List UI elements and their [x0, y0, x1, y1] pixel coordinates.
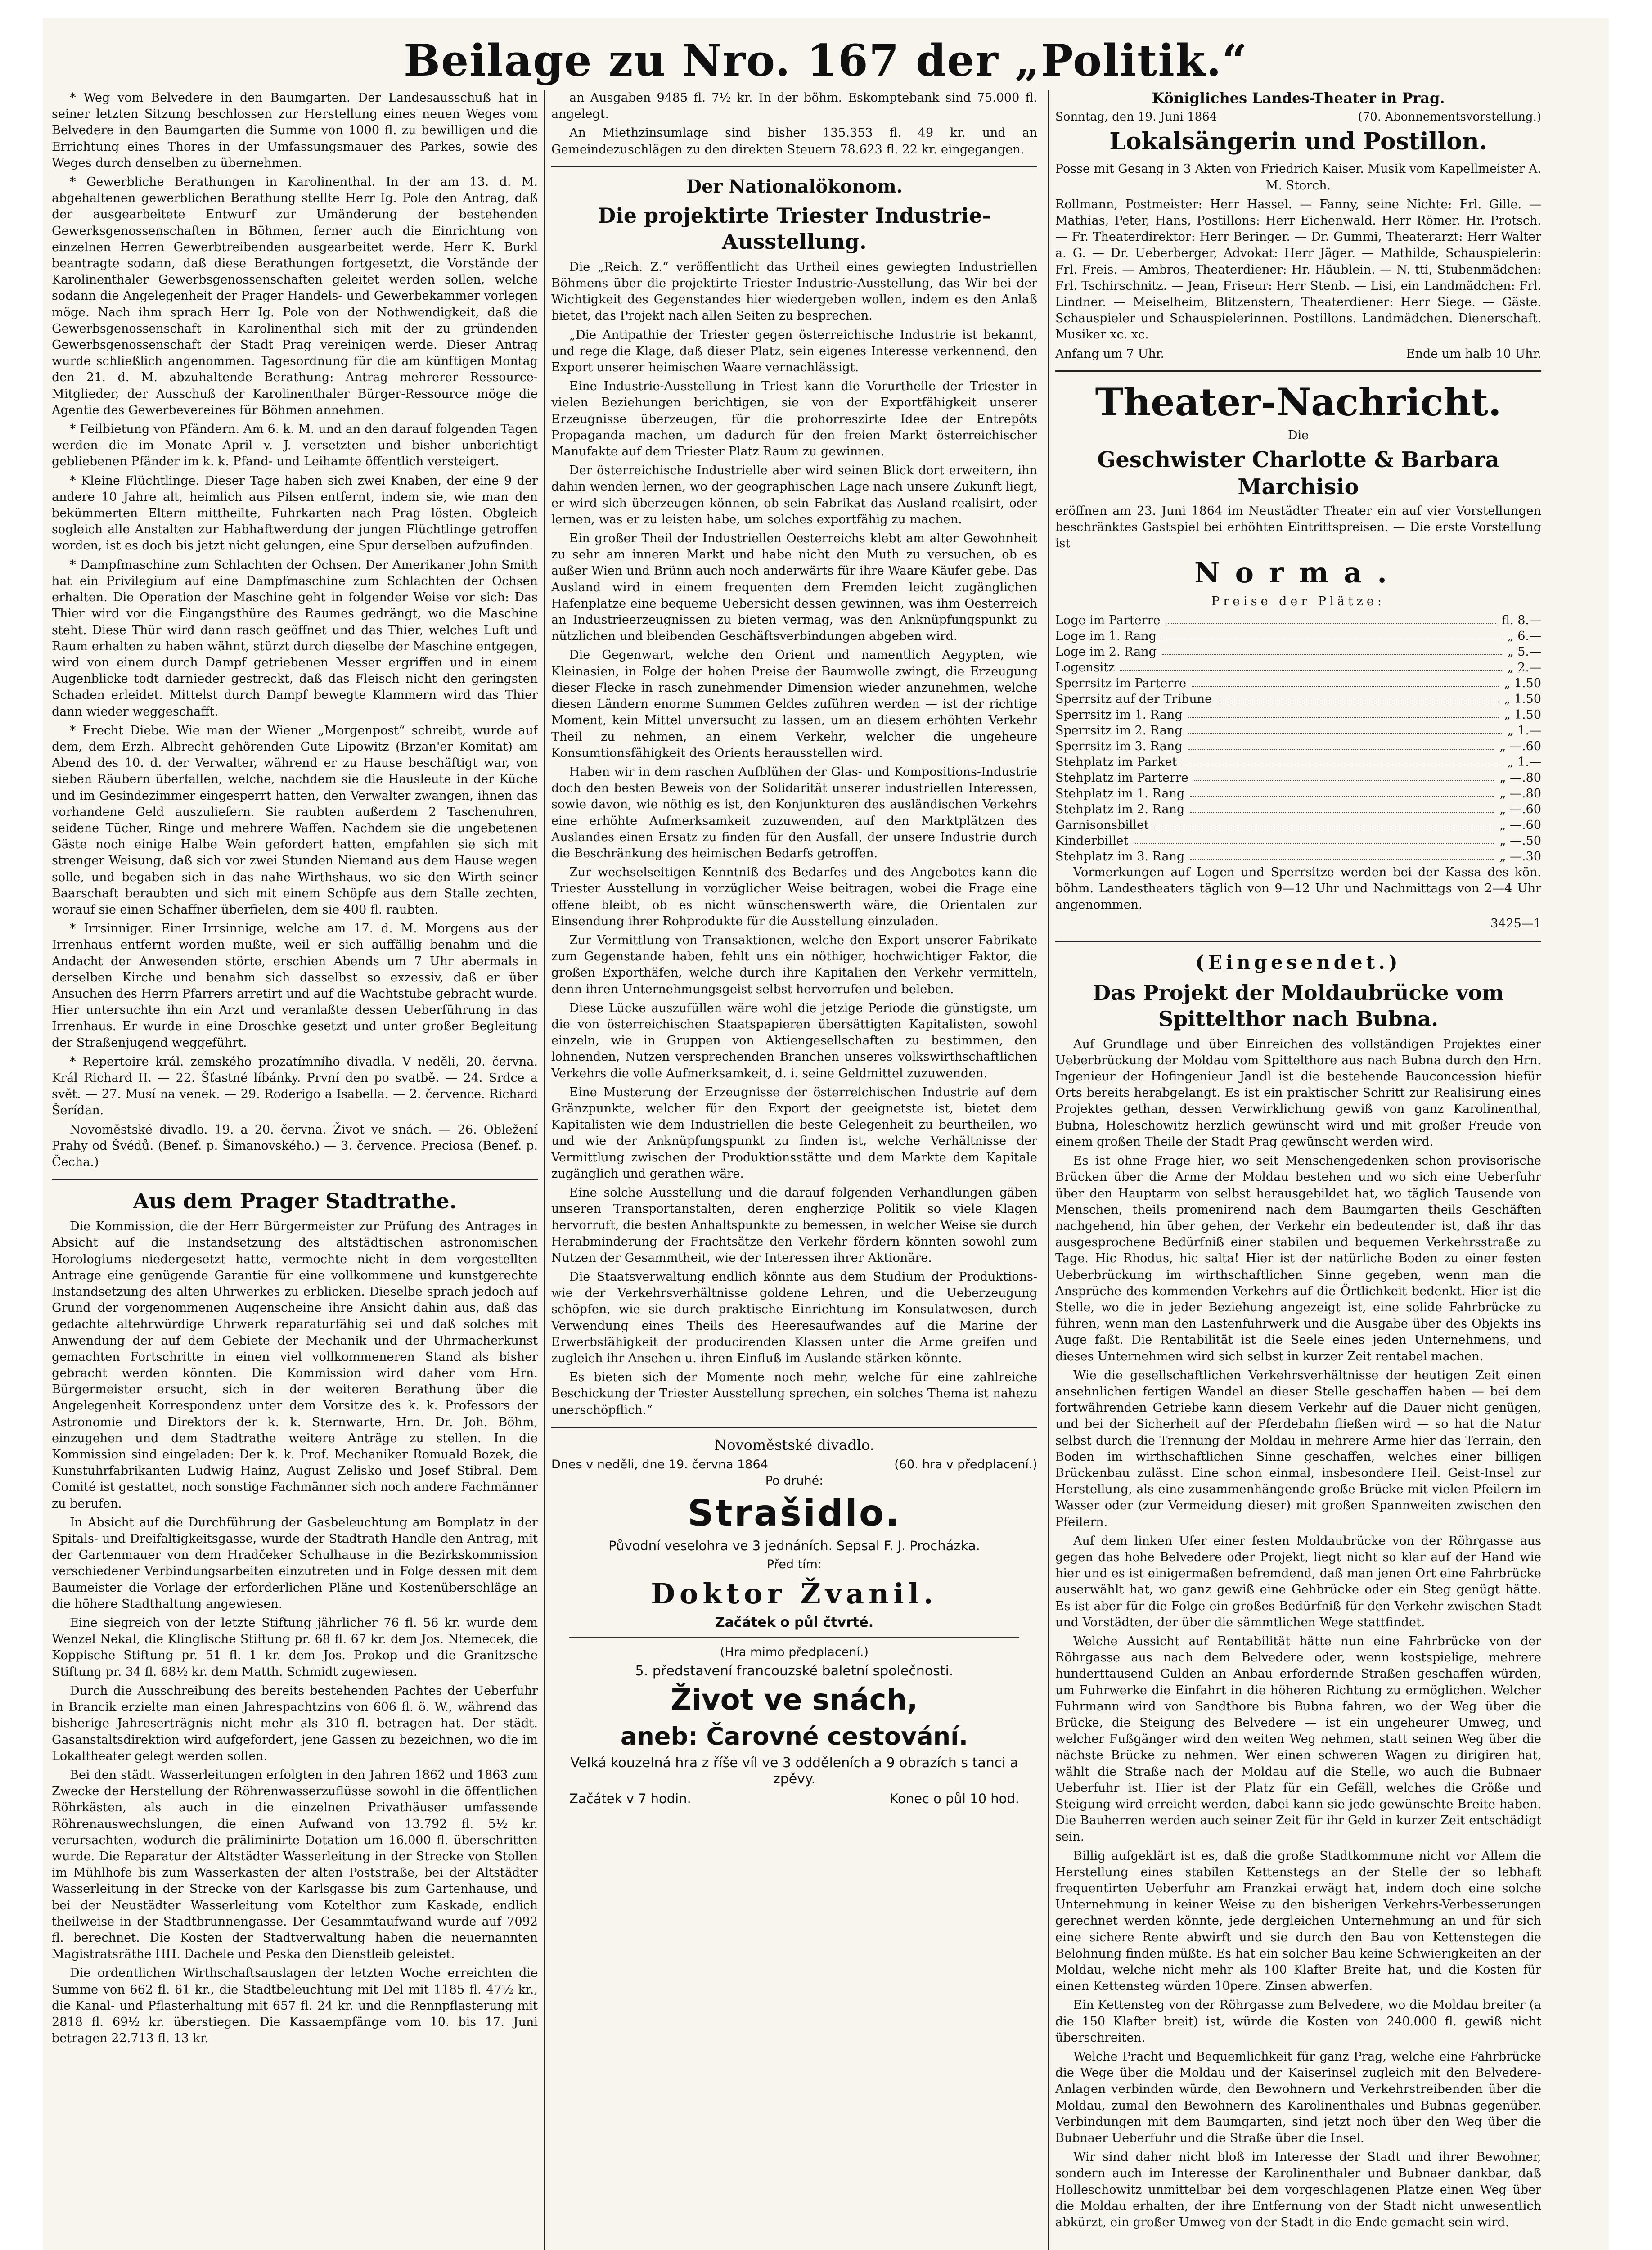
paragraph: Der österreichische Industrielle aber wird seinen Blick dort erweitern, ihn dahin wenden lernen, wo der geographischen Lage nach unsere Zukunft liegt, er wird sich überzeugen können, ob sein Fabrikat das Ausland realisirt, oder lernen, was er zu leisten habe, um solches exportfähig zu machen.	[551, 464, 1037, 526]
price-value: „ 2.—	[1507, 660, 1541, 675]
norma-title: Norma.	[1194, 556, 1403, 589]
paragraph: Die Staatsverwaltung endlich könnte aus dem Studium der Produktions- wie der Verkehrsverhältnisse goldene Lehren, und die Ueberzeugung schöpfen, wie sie durch praktische Einrichtung im Konsulatwesen, durch Verwendung eines Theils des Heeresaufwandes auf die Marine der Erwerbsfähigkeit der producirenden Klassen unter die Arme greifen und zugleich ihr Ansehen u. ihren Einfluß im Auslande stärken könnte.	[551, 1270, 1037, 1366]
price-row	[1055, 691, 1541, 707]
price-label: Sperrsitz im 1. Rang	[1055, 707, 1183, 722]
landestheater-start: Anfang um 7 Uhr.	[1055, 346, 1165, 361]
paragraph: An Miethzinsumlage sind bisher 135.353 fl. 49 kr. und an Gemeindezuschlägen zu den direkten Steuern 78.623 fl. 22 kr. eingegangen.	[551, 126, 1037, 157]
paragraph: * Frecht Diebe. Wie man der Wiener „Morgenpost“ schreibt, wurde auf dem, dem Erzh. Albrecht gehörenden Gute Lipowitz (Brzan'er Komitat) am Abend des 10. d. der Verwalter, während er zu Hause beschäftigt war, von sieben Räubern überfallen, welche, nachdem sie die Hausleute in der Küche und im Gesindezimmer eingesperrt hatten, den Verwalter zwangen, ihnen das vorhandene Geld auszuliefern. Sie raubten außerdem 2 Taschenuhren, seidene Tücher, Ringe und mehrere Waffen. Nachdem sie die ungebetenen Gäste noch einige Halbe Wein gefordert hatten, empfahlen sie sich mit strenger Weisung, daß sich vor zwei Stunden Niemand aus dem Hause wegen solle, und begaben sich in das nahe Wirthshaus, wo sie den Wirth seiner Baarschaft beraubten und sich mit einem Schöpfe aus dem Stalle zechten, worauf sie einen Schaffner überfielen, dem sie 400 fl. raubten.	[52, 723, 538, 917]
price-row	[1055, 754, 1541, 770]
price-label: Loge im 2. Rang	[1055, 644, 1157, 659]
paragraph: Bei den städt. Wasserleitungen erfolgten in den Jahren 1862 und 1863 zum Zwecke der Herstellung der Röhrenwasserzuflüsse sowohl in die öffentlichen Röhrkästen, als auch in die einzelnen Privathäuser umfassende Röhrenauswechslungen, die einen Aufwand von 13.792 fl. 5½ kr. verursachten, wodurch die präliminirte Dotation um 16.000 fl. überschritten wurde. Die Reparatur der Altstädter Wasserleitung in der Strecke von Stollen im Mühlhofe bis zum Wasserkasten der alten Poststraße, bei der Altstädter Wasserleitung in der Strecke von der Karlsgasse bis zum Gartenhause, und bei der Neustädter Wasserleitung vom Kotelthor zum Kaskade, endlich theilweise in der Stadtbrunnengasse. Der Gesammtaufwand wurde auf 7092 fl. berechnet. Die Kosten der Stadtverwaltung haben die neuernannten Magistratsräthe HH. Dachele und Peska den Dienstleib geleistet.	[52, 1768, 538, 1962]
leader-dots	[1120, 660, 1502, 671]
column-rule	[1048, 90, 1049, 2250]
ad-start: Začátek v 7 hodin.	[569, 1791, 691, 1806]
leader-dots	[1154, 817, 1494, 828]
leader-dots	[1162, 628, 1502, 639]
ad-play-zivot: Život ve snách,	[671, 1683, 918, 1717]
price-row	[1055, 738, 1541, 754]
leader-dots	[1190, 786, 1494, 797]
section-heading-nationaloekonom: Der Nationalökonom.	[686, 176, 903, 197]
paragraph: * Irrsinniger. Einer Irrsinnige, welche am 17. d. M. Morgens aus der Irrenhaus entfernt worden mußte, weil er sich auffällig benahm und die Andacht der Anwesenden störte, erschien Abends um 7 Uhr abermals in derselben Kirche und benahm sich dasselbst so exzessiv, daß er über Ansuchen des Herrn Pfarrers arretirt und auf die Wachtstube gebracht wurde. Hier untersuchte ihn ein Arzt und veranlaßte dessen Ueberführung in das Irrenhaus. Er wurde in eine Droschke gesetzt und unter großer Begleitung der Straßenjugend weggeführt.	[52, 922, 538, 1050]
theater-nachricht-heading: Theater-Nachricht.	[1095, 379, 1502, 424]
paragraph: Die „Reich. Z.“ veröffentlicht das Urtheil eines gewiegten Industriellen Böhmens über die projektirte Triester Industrie-Ausstellung, das Wir bei der Wichtigkeit des Gegenstandes hier wiedergeben wollen, indem es den Anlaß bietet, das Projekt nach allen Seiten zu besprechen.	[551, 260, 1037, 323]
price-row	[1055, 801, 1541, 817]
ad-date-row	[551, 1457, 1037, 1473]
price-label: Stehplatz im 1. Rang	[1055, 786, 1185, 801]
price-value: „ —.80	[1499, 770, 1541, 785]
paragraph: Wie die gesellschaftlichen Verkehrsverhältnisse der heutigen Zeit einen ansehnlichen fertigen Wandel an dieser Stelle geschaffen haben — bei dem fortwährenden Getriebe kann diesem Verkehr auf die Dauer nicht genügen, und bei der Sicherheit auf der Pferdebahn fließen wird — so hat die Natur selbst durch die Trennung der Moldau in mehrere Arme hier das Terrain, den Boden im wirthschaftlichen Sinne geschaffen, welches einer billigen Brückenbau zulässt. Eine schon einmal, insbesondere Heil. Geist-Insel zur Herstellung, als eine zusammenhängende große Brücke mit vielen Pfeilern im Wasser oder (zur Vermeidung dieser) mit großen Spannweiten zwischen den Pfeilern.	[1055, 1368, 1541, 1529]
paragraph: Auf Grundlage und über Einreichen des vollständigen Projektes einer Ueberbrückung der Moldau vom Spittelthore aus nach Bubna durch den Hrn. Ingenieur der Hofingenieur Jandl ist die bestehende Bauconcession hiefür Orts bereits herabgelangt. Es ist ein praktischer Schritt zur Realisirung eines Projektes gethan, dessen Verwirklichung gewiß von ganz Karolinenthal, Bubna, Holeschowitz herzlich gewünscht wird und mit großer Freude von einem großen Theile der Stadt Prag gewünscht werden wird.	[1055, 1037, 1541, 1149]
price-label: Stehplatz im 3. Rang	[1055, 849, 1185, 864]
paragraph: Es ist ohne Frage hier, wo seit Menschengedenken schon provisorische Brücken über die Arme der Moldau bestehen und wo sich eine Ueberfuhr über den Hauptarm von selbst herausgebildet hat, wo täglich Tausende von Menschen, theils promenirend nach dem Baumgarten theils Geschäften nachgehend, hin über gehen, der Verkehr ein bedeutender ist, daß ihr das ausgesprochene Bedürfniß einer stabilen und bequemen Verkehrsstraße zu Tage. Hic Rhodus, hic salta! Hier ist der natürliche Boden zu einer festen Ueberbrückung im wirthschaftlichen Sinne gegeben, wenn man die Ansprüche des kommenden Verkehrs auf die Örtlichkeit bedenkt. Hier ist die Stelle, wo die in jeder Beziehung angezeigt ist, eine solide Fahrbrücke zu führen, wenn man den Lastenfuhrwerk und die Ausgabe über des Objekts ins Auge faßt. Die Rentabilität ist die Seele eines jeden Unternehmens, und dieses Unternehmen wird sich selbst in kurzer Zeit rentabel machen.	[1055, 1154, 1541, 1364]
paragraph: Zur Vermittlung von Transaktionen, welche den Export unserer Fabrikate zum Gegenstande haben, fehlt uns ein nöthiger, hochwichtiger Faktor, die großen Exporthäfen, welche durch ihre Kapitalien den Verkehr vermitteln, denn ihren Unternehmungsgeist selbst hervorrufen und beleben.	[551, 933, 1037, 996]
price-label: Logensitz	[1055, 660, 1115, 675]
price-label: Stehplatz im Parterre	[1055, 770, 1188, 785]
paragraph: Auf dem linken Ufer einer festen Moldaubrücke von der Röhrgasse aus gegen das hohe Belvedere oder Projekt, liegt nicht so klar auf der Hand wie hier und es ist einigermaßen befremdend, daß man jenen Ort eine Fahrbrücke auserwählt hat, wo ganz gewiß eine Gehbrücke oder ein Steg genügt hätte. Es ist aber für die Folge ein großes Bedürfniß für den Verkehr zwischen Stadt und Vorstädten, der über die sämmtlichen Wege stattfindet.	[1055, 1534, 1541, 1629]
leader-dots	[1192, 675, 1499, 687]
leader-dots	[1188, 707, 1499, 718]
price-value: „ 1.50	[1504, 707, 1541, 722]
paragraph: * Feilbietung von Pfändern. Am 6. k. M. und an den darauf folgenden Tagen werden die im Monate April v. J. versetzten und bisher unberichtigt gebliebenen Pfänder im k. k. Pfand- und Leihamte öffentlich versteigert.	[52, 422, 538, 469]
landestheater-end: Ende um halb 10 Uhr.	[1406, 346, 1541, 361]
ad-play-zivot-desc: Velká kouzelná hra z říše víl ve 3 odděleních a 9 obrazích s tanci a zpěvy.	[570, 1755, 1018, 1787]
price-value: „ —.60	[1499, 802, 1541, 816]
ad-po-druhe: Po druhé:	[765, 1474, 824, 1488]
paragraph: Die ordentlichen Wirthschaftsauslagen der letzten Woche erreichten die Summe von 662 fl. 61 kr., die Stadtbeleuchtung mit Del mit 1185 fl. 47½ kr., die Kanal- und Pflasterhaltung mit 657 fl. 24 kr. und die Rennpflasterung mit 2818 fl. 69½ kr. überstiegen. Die Kassaempfänge vom 10. bis 17. Juni betragen 22.713 fl. 13 kr.	[52, 1966, 538, 2046]
price-row	[1055, 644, 1541, 660]
price-label: Sperrsitz auf der Tribune	[1055, 692, 1212, 706]
price-value: „ —.80	[1499, 786, 1541, 801]
paragraph: Eine Industrie-Ausstellung in Triest kann die Vorurtheile der Triester in vielen Beziehungen berichtigen, sie von der Exportfähigkeit unserer Erzeugnisse überzeugen, für die prohorreszirte Idee der Entrepôts Propaganda machen, um dadurch für den freien Markt österreichischer Manufakte auf dem Triester Platz Raum zu gewinnen.	[551, 379, 1037, 459]
paragraph: * Kleine Flüchtlinge. Dieser Tage haben sich zwei Knaben, der eine 9 der andere 10 Jahre alt, heimlich aus Pilsen entfernt, indem sie, wie man den bekümmerten Eltern mittheilte, Fuhrkarten nach Prag lösten. Obgleich sogleich alle Anstalten zur Habhaftwerdung der jungen Flüchtlinge getroffen worden, ist es doch bis jetzt nicht gelungen, eine Spur derselben aufzufinden.	[52, 473, 538, 553]
landestheater-date-row	[1055, 109, 1541, 125]
paragraph: Welche Aussicht auf Rentabilität hätte nun eine Fahrbrücke von der Röhrgasse aus nach dem Belvedere oder, wenn kostspielige, mehrere hunderttausend Gulden an Anbau erfordernde Straßen geschaffen würden, um Fuhrwerke die Einfahrt in die höheren Richtung zu ermöglichen. Welcher Fuhrmann wird von Sandthore bis Bubna fahren, wo der Weg über die Brücke, die Steigung des Belvedere — ist ein ungeheurer Umweg, und welcher Fußgänger wird den weiten Weg nehmen, statt seinen Weg über die nächste Brücke zu nehmen. Wer einen schweren Wagen zu dirigiren hat, wählt die Straße nach der Moldau auf die Stelle, wo auch die Bubnaer Ueberfuhr ist. Hier ist der Platz für ein Gefäll, welches die Größe und Steigung wird erreicht werden, dabei kann sie jede gewünschte Breite haben. Die Bauherren werden auch seiner Zeit für ihr Geld in kurzer Zeit entschädigt sein.	[1055, 1634, 1541, 1844]
marchisio-sisters: Geschwister Charlotte & Barbara Marchisio	[1097, 447, 1499, 500]
stadtrath-article	[52, 1219, 538, 2047]
price-row	[1055, 723, 1541, 738]
section-heading-stadtrath: Aus dem Prager Stadtrathe.	[133, 1189, 457, 1214]
local-news-list	[52, 90, 538, 1170]
leader-dots	[1190, 801, 1494, 813]
ad-subscription: (60. hra v předplacení.)	[894, 1457, 1037, 1472]
price-label: Loge im 1. Rang	[1055, 629, 1157, 643]
landestheater-play-desc: Posse mit Gesang in 3 Akten von Friedrich Kaiser. Musik vom Kapellmeister A. M. Storch.	[1055, 162, 1541, 193]
paragraph: Billig aufgeklärt ist es, daß die große Stadtkommune nicht vor Allem die Herstellung eines stabilen Kettenstegs an der Stelle der so lebhaft frequentirten Ueberfuhr am Franzkai erwägt hat, indem doch eine solche Unternehmung in keiner Weise zu den bisherigen Verkehrs-Verbesserungen gerechnet werden könnte, jede dergleichen Unternehmung an und für sich eine sichere Rente abwirft und sie durch den Bau von Kettenstegen die Belohnung finden müßte. Es hat ein solcher Bau keine Schwierigkeiten an der Moldau, welche nicht mehr als 100 Klafter Breite hat, und die Kosten für einen Kettensteg würden 10pere. Zinsen abwerfen.	[1055, 1849, 1541, 1994]
paragraph: Eine siegreich von der letzte Stiftung jährlicher 76 fl. 56 kr. wurde dem Wenzel Nekal, die Klinglische Stiftung pr. 68 fl. 67 kr. dem Jos. Ntemecek, die Koppische Stiftung pr. 51 fl. 1 kr. dem Jos. Prokop und die Granitzsche Stiftung pr. 34 fl. 68½ kr. dem Matth. Schmidt zugewiesen.	[52, 1616, 538, 1679]
price-value: „ —.60	[1499, 818, 1541, 832]
landestheater-cast: Rollmann, Postmeister: Herr Hassel. — Fanny, seine Nichte: Frl. Gille. — Mathias, Peter, Hans, Postillons: Herr Eichenwald. Herr Römer. Hr. Protsch. — Fr. Theaterdirektor: Herr Beringer. — Dr. Gummi, Theaterarzt: Herr Walter a. G. — Dr. Ueberberger, Advokat: Herr Jäger. — Mathilde, Schauspielerin: Frl. Freis. — Ambros, Theaterdiener: Hr. Häublein. — N. tti, Stubenmädchen: Frl. Tschirschnitz. — Jean, Friseur: Herr Stenb. — Lisi, ein Landmädchen: Frl. Lindner. — Meiselheim, Blitzenstern, Theaterdiener: Herr Siege. — Gäste. Schauspieler und Schauspielerinnen. Postillons. Landmädchen. Dienerschaft. Musiker xc. xc.	[1055, 197, 1541, 342]
paragraph: Ein Kettensteg von der Röhrgasse zum Belvedere, wo die Moldau breiter (a die 150 Klafter breit) ist, würde die Kosten von 240.000 fl. gewiß nicht überschreiten.	[1055, 1998, 1541, 2045]
masthead-title: Beilage zu Nro. 167 der „Politik.“	[403, 35, 1248, 86]
leader-dots	[1182, 754, 1502, 765]
ad-theatre-title: Novoměstské divadlo.	[714, 1436, 874, 1454]
ad-play-doktor: Doktor Žvanil.	[651, 1577, 938, 1610]
paragraph: „Die Antipathie der Triester gegen österreichische Industrie ist bekannt, und rege die Klage, daß dieser Platz, sein eigenes Interesse verkennend, den Export unserer heimischen Waare vernachlässigt.	[551, 328, 1037, 375]
price-value: „ 5.—	[1507, 644, 1541, 659]
ad-start-early: Začátek o půl čtvrté.	[715, 1614, 874, 1630]
landestheater-play: Lokalsängerin und Postillon.	[1109, 128, 1487, 156]
paragraph: Es bieten sich der Momente noch mehr, welche für eine zahlreiche Beschickung der Triester Ausstellung sprechen, ein solches Thema ist nahezu unerschöpflich.“	[551, 1370, 1037, 1417]
section-divider	[551, 1426, 1037, 1428]
paragraph: * Gewerbliche Berathungen in Karolinenthal. In der am 13. d. M. abgehaltenen gewerblichen Berathung stellte Herr Ig. Pole den Antrag, daß der ausgearbeitete Entwurf zur Umänderung der bestehenden Gewerksgenossenschaften in Böhmen, ferner auch die Einrichtung von einzelnen Herren Gewerbtreibenden ausgearbeitet werde. Herr K. Burkl beantragte sodann, daß diese Berathungen fortgesetzt, die Vorstände der Karolinenthaler Gewerbsgenossenschaften geleitet werden sollen, welche sodann die Angelegenheit der Prager Handels- und Gewerbekammer vorlegen möge. Nach ihm sprach Herr Ig. Pole von der Nothwendigkeit, daß die Gewerbsgenossenschaft in Karolinenthal sich mit der zu gründenden Gewerbsgenossenschaft der Stadt Prag vereinigen werde. Dieser Antrag wurde schließlich angenommen. Tagesordnung für die am künftigen Montag den 21. d. M. abzuhaltende Berathung: Antrag mehrerer Ressource-Mitglieder, der Ausschuß der Karolinenthaler Bürger-Ressource möge die Agentie des Gewerbevereines für Böhmen annehmen.	[52, 175, 538, 417]
leader-dots	[1134, 833, 1494, 844]
price-value: „ 6.—	[1507, 629, 1541, 643]
column-rule	[544, 90, 545, 2250]
paragraph: * Dampfmaschine zum Schlachten der Ochsen. Der Amerikaner John Smith hat ein Privilegium auf eine Dampfmaschine zum Schlachten der Ochsen erhalten. Die Operation der Maschine geht in folgender Weise vor sich: Das Thier wird vor die Eingangsthüre des Raumes gedrängt, wo die Maschine steht. Diese Thür wird dann rasch geöffnet und das Thier, welches Luft und Raum erhalten zu haben wähnt, stürzt durch dieselbe der Maschine entgegen, wird von einem durch Dampf getriebenen Messer ergriffen und in einem Augenblicke todt darnieder gestreckt, daß das Fleisch nicht den geringsten Schaden erleidet. Mittelst durch Dampf bewegte Klammern wird das Thier dann wieder weggeschafft.	[52, 558, 538, 719]
price-value: „ 1.—	[1507, 723, 1541, 738]
paragraph: Diese Lücke auszufüllen wäre wohl die jetzige Periode die günstigste, um die von österreichischen Staatspapieren übersättigten Kapitalisten, sowohl einzeln, wie in Gruppen von Aktiengesellschaften zu bestimmen, den lohnenden, Nutzen versprechenden Branchen unseres volkswirthschaftlichen Verkehrs die volle Aufmerksamkeit, d. i. seine Geldmittel zuzuwenden.	[551, 1001, 1037, 1080]
price-value: „ 1.—	[1507, 755, 1541, 769]
landestheater-abo: (70. Abonnementsvorstellung.)	[1358, 110, 1541, 124]
bridge-heading: Das Projekt der Moldaubrücke vom Spittelthor nach Bubna.	[1093, 980, 1504, 1031]
leader-dots	[1162, 644, 1502, 655]
landestheater-date: Sonntag, den 19. Juni 1864	[1055, 110, 1217, 124]
eingesendet-heading: (Eingesendet.)	[1195, 951, 1401, 973]
ad-end: Konec o půl 10 hod.	[890, 1791, 1019, 1806]
section-divider	[551, 166, 1037, 167]
booking-number: 3425—1	[1490, 917, 1541, 931]
price-value: „ 1.50	[1504, 692, 1541, 706]
paragraph: * Weg vom Belvedere in den Baumgarten. Der Landesausschuß hat in seiner letzten Sitzung beschlossen zur Herstellung eines neuen Weges vom Belvedere in den Baumgarten die Summe von 1000 fl. zu bewilligen und die Errichtung eines Thores in der Umfassungsmauer des Parkes, sowie des Weges durch denselben zu übernehmen.	[52, 91, 538, 170]
price-label: Loge im Parterre	[1055, 613, 1161, 627]
landestheater-heading: Königliches Landes-Theater in Prag.	[1152, 90, 1445, 107]
price-label: Sperrsitz im 2. Rang	[1055, 723, 1183, 738]
price-row	[1055, 833, 1541, 849]
ad-play-desc: Původní veselohra ve 3 jednáních. Sepsal F. J. Procházka.	[608, 1538, 980, 1554]
price-row	[1055, 628, 1541, 644]
paragraph: Welche Pracht und Bequemlichkeit für ganz Prag, welche eine Fahrbrücke die Wege über die Moldau und der Kaiserinsel zugleich mit den Belvedere-Anlagen verbinden würde, den Bewohnern und Verkehrstreibenden über die Moldau, zumal den Bewohnern des Karolinenthales und Bubnas gegenüber. Verbindungen mit dem Baumgarten, sind jetzt noch über den Weg über die Bubnaer Ueberfuhr und die Straße über die Insel.	[1055, 2050, 1541, 2146]
paragraph: Wir sind daher nicht bloß im Interesse der Stadt und ihrer Bewohner, sondern auch im Interesse der Karolinenthaler und Bubnaer dankbar, daß Holleschowitz unmittelbar bei dem vorgeschlagenen Platze einen Weg über die Moldau erhalten, der ihre Entfernung von der Stadt nicht unwesentlich abkürzt, ein großer Umweg von der Stadt in die Ende gemacht sein wird.	[1055, 2150, 1541, 2230]
paragraph: Zur wechselseitigen Kenntniß des Bedarfes und des Angebotes kann die Triester Ausstellung in vorzüglicher Weise beitragen, wobei die Frage eine offene bleibt, ob es nicht wünschenswerth wäre, die Orientalen zur Einsendung ihrer Rohprodukte für die Ausstellung einzuladen.	[551, 865, 1037, 928]
paragraph: Die Kommission, die der Herr Bürgermeister zur Prüfung des Antrages in Absicht auf die Instandsetzung des altstädtischen astronomischen Horologiums niedergesetzt hatte, vermochte nicht in dem vorgestellten Antrage eine genügende Garantie für eine vollkommene und kunstgerechte Instandsetzung des alten Uhrwerkes zu erblicken. Dieselbe sprach jedoch auf Grund der vorgenommenen Augenscheine ihre Ansicht dahin aus, daß das gedachte altehrwürdige Uhrwerk reparaturfähig sei und daß solches mit Anwendung der auf dem Gebiete der Mechanik und der Uhrmacherkunst gemachten Fortschritte in einen viel vollkommeneren Stand als bisher gebracht werden könnten. Die Kommission wird daher vom Hrn. Bürgermeister ersucht, sich in der weiteren Berathung über die Angelegenheit Korrespondenz unter dem Vorsitze des k. k. Professors der Astronomie und Direktors der k. k. Sternwarte, Hrn. Dr. Joh. Böhm, einzugehen und dem Stadtrathe weitere Anträge zu stellen. In die Kommission sind eingeladen: Der k. k. Prof. Mechaniker Romuald Bozek, die Kunstuhrfabrikanten Ludwig Hainz, August Zelisko und Josef Stibral. Dem Comité ist gestattet, noch sonstige Fachmänner sich noch andere Fachmänner zu berufen.	[52, 1220, 538, 1511]
price-label: Stehplatz im Parket	[1055, 755, 1177, 769]
marchisio-desc: eröffnen am 23. Juni 1864 im Neustädter Theater ein auf vier Vorstellungen beschränktes Gastspiel bei erhöhten Eintrittspreisen. — Die erste Vorstellung ist	[1055, 504, 1541, 551]
column-2	[551, 90, 1037, 2250]
price-row	[1055, 612, 1541, 628]
paragraph: Novoměstské divadlo. 19. a 20. června. Život ve snách. — 26. Obležení Prahy od Švédů. (Benef. p. Šimanovského.) — 3. července. Preciosa (Benef. p. Čecha.)	[52, 1122, 538, 1169]
leader-dots	[1188, 738, 1494, 750]
price-row	[1055, 786, 1541, 801]
paragraph: * Repertoire král. zemského prozatímního divadla. V neděli, 20. června. Král Richard II. — 22. Šťastné líbánky. První den po svatbě. — 24. Srdce a svět. — 27. Musí na venek. — 29. Roderigo a Isabella. — 2. července. Richard Šerídan.	[52, 1054, 538, 1118]
ad-times	[551, 1791, 1037, 1807]
ad-date: Dnes v neděli, dne 19. června 1864	[551, 1457, 768, 1472]
ad-fifth: 5. představení francouzské baletní společnosti.	[635, 1663, 954, 1679]
paragraph: an Ausgaben 9485 fl. 7½ kr. In der böhm. Eskomptebank sind 75.000 fl. angelegt.	[551, 91, 1037, 122]
finance-notes	[551, 90, 1037, 158]
price-label: Garnisonsbillet	[1055, 818, 1149, 832]
price-value: fl. 8.—	[1502, 613, 1541, 627]
paragraph: Haben wir in dem raschen Aufblühen der Glas- und Kompositions-Industrie doch den besten Beweis von der Solidarität unserer industriellen Interessen, sowie davon, wie nöthig es ist, den Konjunkturen des ausländischen Verkehrs eine erhöhte Aufmerksamkeit zuzuwenden, auf den Marktplätzen des Auslandes einen Ersatz zu finden für den Ausfall, der unsere Industrie durch die Beschränkung des heimischen Bedarfs getroffen.	[551, 765, 1037, 860]
paragraph: Eine Musterung der Erzeugnisse der österreichischen Industrie auf dem Gränzpunkte, welcher für den Export der geeignetste ist, bietet dem Kapitalisten wie dem Industriellen die beste Gelegenheit zu beurtheilen, wo und wie der Anknüpfungspunkt zu finden ist, welche Verhältnisse der Vermittlung zwischen der Produktionsstätte und dem Markte dem Kapitale zugänglich und gerathen wäre.	[551, 1085, 1037, 1181]
price-label: Sperrsitz im Parterre	[1055, 676, 1187, 690]
price-row	[1055, 849, 1541, 864]
price-value: „ 1.50	[1504, 676, 1541, 690]
price-label: Stehplatz im 2. Rang	[1055, 802, 1185, 816]
leader-dots	[1194, 770, 1494, 781]
section-divider	[52, 1179, 538, 1180]
section-divider	[1055, 940, 1541, 942]
ad-divider	[569, 1637, 1019, 1638]
landestheater-times	[1055, 346, 1541, 362]
paragraph: Durch die Ausschreibung des bereits bestehenden Pachtes der Ueberfuhr in Brancik erzielte man einen Jahrespachtzins von 606 fl. ö. W., während das bisherige Jahreserträgnis nicht mehr als 310 fl. betragen hat. Der städt. Gasanstaltsdirektion wird aufgefordert, jene Gassen zu bezeichnen, wo die im Lokaltheater gelegt werden sollen.	[52, 1683, 538, 1763]
booking-note: Vormerkungen auf Logen und Sperrsitze werden bei der Kassa des kön. böhm. Landestheaters täglich von 9—12 Uhr und Nachmittags von 2—4 Uhr angenommen.	[1055, 865, 1541, 912]
paragraph: Eine solche Ausstellung und die darauf folgenden Verhandlungen gäben unseren Transportanstalten, deren engherzige Politik so viele Klagen hervorruft, die besten Anhaltspunkte zu bemessen, in welcher Weise sie durch Herabminderung der Frachtsätze den Verkehr fördern könnten sowohl zum Nutzen der Gesammtheit, wie der Interessen ihrer Aktionäre.	[551, 1185, 1037, 1265]
price-list	[1055, 612, 1541, 864]
theater-nachricht-die: Die	[1287, 428, 1309, 442]
leader-dots	[1190, 849, 1494, 860]
ad-play-zivot-sub: aneb: Čarovné cestování.	[620, 1722, 968, 1751]
paragraph: Ein großer Theil der Industriellen Oesterreichs klebt am alter Gewohnheit zu sehr am inneren Markt und habe nicht den Muth zu versuchen, ob es außer Wien und Brünn auch noch anderwärts für ihre Waare Käufer gebe. Das Ausland wird in einem frequenten dem Fremden leicht zugänglichen Hafenplatze eine bequeme Uebersicht dessen gewinnen, was ihm Oesterreich an Industrieerzeugnissen zu bieten vermag, was den Anknüpfungspunkt zu nützlichen und bleibenden Geschäftsverbindungen abgeben wird.	[551, 531, 1037, 644]
column-1	[52, 90, 538, 2250]
ad-play-strasidlo: Strašidlo.	[687, 1492, 901, 1534]
price-value: „ —.50	[1499, 833, 1541, 848]
price-label: Sperrsitz im 3. Rang	[1055, 739, 1183, 753]
leader-dots	[1217, 691, 1499, 702]
bridge-article	[1055, 1036, 1541, 2231]
novomestske-divadlo-ad	[551, 1436, 1037, 1807]
leader-dots	[1166, 612, 1496, 624]
article-heading-triest: Die projektirte Triester Industrie-Ausstellung.	[598, 203, 991, 254]
price-value: „ —.60	[1499, 739, 1541, 753]
section-divider	[1055, 370, 1541, 372]
price-row	[1055, 817, 1541, 833]
triest-article	[551, 259, 1037, 1418]
price-value: „ —.30	[1499, 849, 1541, 864]
ad-pred-tim: Před tím:	[766, 1557, 822, 1572]
column-3	[1055, 90, 1541, 2250]
price-row	[1055, 660, 1541, 675]
prices-heading: Preise der Plätze:	[1211, 594, 1385, 608]
price-row	[1055, 770, 1541, 786]
price-row	[1055, 707, 1541, 723]
paragraph: In Absicht auf die Durchführung der Gasbeleuchtung am Bomplatz in der Spitals- und Dreifaltigkeitsgasse, wurde der Stadtrath Handle den Antrag, mit der Gartenmauer von dem Hradčeker Schulhause in die Bezirkskommission verschiedener Verbindungsarbeiten einzutreten und in Folge dessen mit dem Baumeister die Vorlage der erforderlichen Pläne und Kostenüberschläge an die höhere Stadthaltung angewiesen.	[52, 1515, 538, 1611]
price-row	[1055, 675, 1541, 691]
paragraph: Die Gegenwart, welche den Orient und namentlich Aegypten, wie Kleinasien, in Folge der hohen Preise der Baumwolle zwingt, die Erzeugung dieser Flecke in rasch zunehmender Dimension wieder anzunehmen, welche diesen Ländern enorme Summen Geldes zuführen werden — ist der richtige Moment, kein Mittel unversucht zu lassen, um an diesem erhöhten Verkehr Theil zu nehmen, an einem Verkehr, welcher die ungeheure Konsumtionsfähigkeit des Orients herausstellen wird.	[551, 648, 1037, 760]
price-label: Kinderbillet	[1055, 833, 1129, 848]
ad-mimo: (Hra mimo předplacení.)	[720, 1645, 869, 1659]
leader-dots	[1188, 723, 1502, 734]
